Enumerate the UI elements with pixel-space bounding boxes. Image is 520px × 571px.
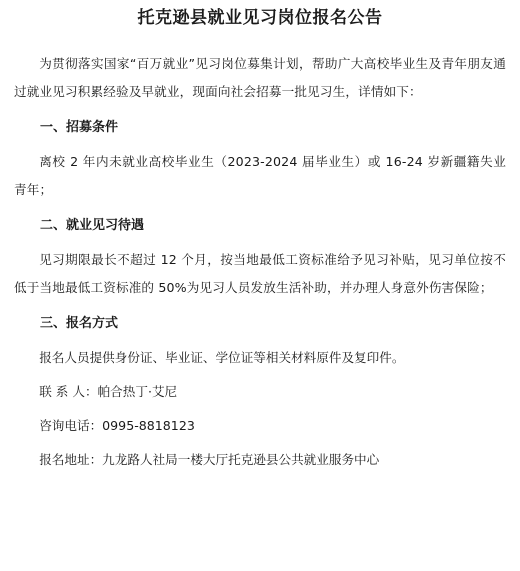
- section-body-recruitment-conditions: 离校 2 年内未就业高校毕业生（2023-2024 届毕业生）或 16-24 岁新疆籍失业青年；: [14, 154, 506, 197]
- contact-person: 联 系 人：帕合热丁·艾尼: [39, 384, 178, 399]
- section-body-internship-benefits: 见习期限最长不超过 12 个月，按当地最低工资标准给予见习补贴，见习单位按不低于当地最低工资标准的 50%为见习人员发放生活补助，并办理人身意外伤害保险；: [14, 252, 506, 295]
- registration-address: 报名地址：九龙路人社局一楼大厅托克逊县公共就业服务中心: [39, 452, 380, 467]
- contact-phone: 咨询电话：0995-8818123: [39, 418, 195, 433]
- document-title: 托克逊县就业见习岗位报名公告: [137, 8, 383, 28]
- section-body-registration-method: 报名人员提供身份证、毕业证、学位证等相关材料原件及复印件。: [39, 350, 405, 365]
- section-heading-registration-method: 三、报名方式: [40, 316, 119, 331]
- intro-paragraph: 为贯彻落实国家“百万就业”见习岗位募集计划，帮助广大高校毕业生及青年朋友通过就业见习积累经验及早就业，现面向社会招募一批见习生，详情如下：: [14, 56, 506, 99]
- section-heading-recruitment-conditions: 一、招募条件: [40, 120, 119, 135]
- section-heading-internship-benefits: 二、就业见习待遇: [40, 218, 145, 233]
